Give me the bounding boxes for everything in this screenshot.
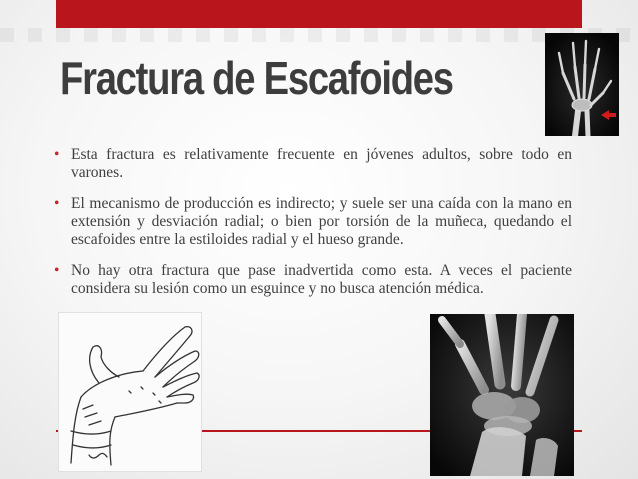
top-accent-bar [56,0,582,28]
bullet-marker: • [54,146,60,163]
bullet-text: Esta fractura es relativamente frecuente en jóvenes adultos, sobre todo en varones. [71,146,572,181]
hand-sketch-image [58,312,202,472]
hand-xray-image [545,33,619,136]
slide-title: Fractura de Escafoides [60,52,453,104]
bullet-item [52,262,572,298]
bullet-item [52,195,572,249]
bullet-marker: • [54,195,60,212]
hand-sketch-graphic [59,313,201,471]
bullet-marker: • [54,262,60,279]
bullet-text: No hay otra fractura que pase inadvertida como esta. A veces el paciente considera su lesión como un esguince y no busca atención médica. [71,262,572,297]
wrist-xray-image [430,314,574,476]
hand-xray-graphic [545,33,619,136]
wrist-xray-graphic [430,314,574,476]
decorative-band [0,28,638,42]
bullet-item [52,146,572,182]
bullet-text: El mecanismo de producción es indirecto; y suele ser una caída con la mano en extensión y desviación radial; o bien por torsión de la muñeca, quedando el escafoides entre la estiloides radial y el hueso grande. [71,195,572,248]
bullet-list [52,146,572,311]
